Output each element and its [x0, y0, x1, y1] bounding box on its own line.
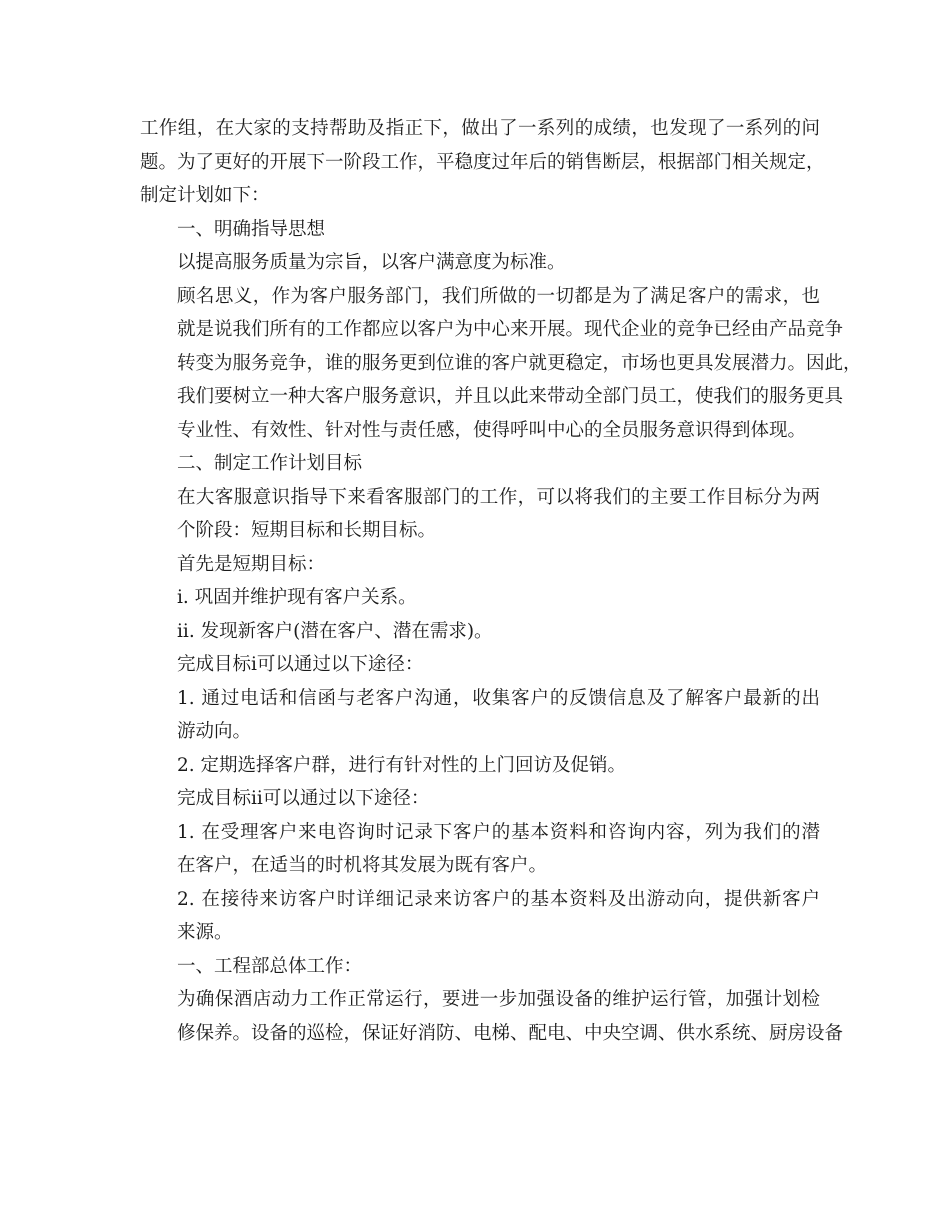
- text-line: 工作组，在大家的支持帮助及指正下，做出了一系列的成绩，也发现了一系列的问: [140, 118, 820, 139]
- text-line: 来源。: [177, 922, 233, 943]
- text-line: 完成目标ii可以通过以下途径：: [177, 788, 430, 809]
- paragraph: [140, 213, 820, 247]
- text-line: ii. 发现新客户(潜在客户、潜在需求)。: [177, 620, 493, 642]
- text-line: 1. 通过电话和信函与老客户沟通，收集客户的反馈信息及了解客户最新的出: [177, 687, 820, 709]
- text-line: 我们要树立一种大客户服务意识，并且以此来带动全部门员工，使我们的服务更具: [177, 386, 844, 407]
- paragraph: [140, 782, 820, 816]
- paragraph: [140, 112, 825, 213]
- text-line: 为确保酒店动力工作正常运行，要进一步加强设备的维护运行管，加强计划检: [177, 989, 820, 1010]
- text-line: 转变为服务竞争，谁的服务更到位谁的客户就更稳定，市场也更具发展潜力。因此，: [177, 352, 862, 374]
- paragraph: [140, 481, 820, 548]
- paragraph: [140, 682, 820, 749]
- paragraph: [140, 447, 820, 481]
- text-line: 1. 在受理客户来电咨询时记录下客户的基本资料和咨询内容，列为我们的潜: [177, 821, 820, 843]
- text-line: 个阶段：短期目标和长期目标。: [177, 520, 437, 541]
- text-line: 修保养。设备的巡检，保证好消防、电梯、配电、中央空调、供水系统、厨房设备: [177, 1022, 844, 1044]
- text-line: 在大客服意识指导下来看客服部门的工作，可以将我们的主要工作目标分为两: [177, 486, 820, 508]
- text-line: 首先是短期目标：: [177, 553, 326, 575]
- document-body: [140, 112, 862, 1050]
- paragraph: [140, 883, 820, 950]
- text-line: 以提高服务质量为宗旨，以客户满意度为标准。: [177, 252, 566, 273]
- paragraph: [140, 983, 844, 1050]
- paragraph: [140, 280, 862, 448]
- text-line: 专业性、有效性、针对性与责任感，使得呼叫中心的全员服务意识得到体现。: [177, 419, 807, 441]
- paragraph: [140, 816, 820, 883]
- text-line: 顾名思义，作为客户服务部门，我们所做的一切都是为了满足客户的需求，也: [177, 285, 820, 307]
- text-line: 游动向。: [177, 721, 252, 742]
- text-line: i. 巩固并维护现有客户关系。: [177, 587, 417, 608]
- text-line: 一、明确指导思想: [177, 218, 326, 240]
- paragraph: [140, 581, 820, 615]
- paragraph: [140, 615, 820, 649]
- text-line: 2. 在接待来访客户时详细记录来访客户的基本资料及出游动向，提供新客户: [177, 888, 820, 910]
- text-line: 在客户，在适当的时机将其发展为既有客户。: [177, 855, 548, 876]
- paragraph: [140, 246, 820, 280]
- text-line: 完成目标i可以通过以下途径：: [177, 654, 424, 675]
- paragraph: [140, 749, 820, 783]
- text-line: 一、工程部总体工作：: [177, 955, 363, 977]
- text-line: 制定计划如下：: [140, 185, 270, 206]
- paragraph: [140, 648, 820, 682]
- paragraph: [140, 548, 820, 582]
- text-line: 二、制定工作计划目标: [177, 453, 363, 474]
- text-line: 就是说我们所有的工作都应以客户为中心来开展。现代企业的竞争已经由产品竞争: [177, 319, 844, 340]
- paragraph: [140, 950, 820, 984]
- text-line: 题。为了更好的开展下一阶段工作，平稳度过年后的销售断层，根据部门相关规定，: [140, 151, 825, 173]
- text-line: 2. 定期选择客户群，进行有针对性的上门回访及促销。: [177, 754, 627, 776]
